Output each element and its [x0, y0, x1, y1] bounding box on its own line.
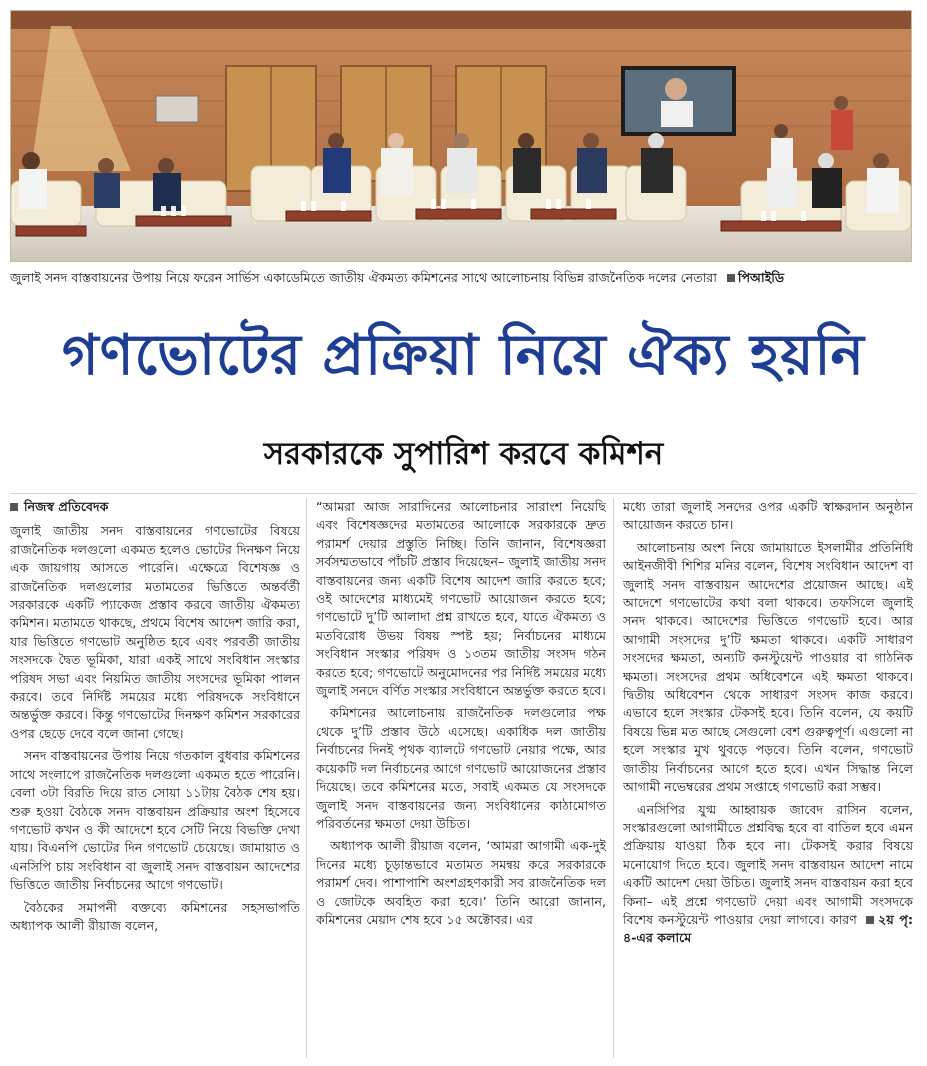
square-bullet-icon — [727, 274, 735, 282]
paragraph-text: এনসিপির যুগ্ম আহ্বায়ক জাবেদ রাসিন বলেন, সংস্কারগুলো আগামীতে প্রশ্নবিদ্ধ হবে বা বাতিল হবে এমন প্রক্রিয়ায় যাওয়া ঠিক হবে না। টেকসই করার বিষয়ে মনোযোগ দিতে হবে। জুলাই সনদ বাস্তবায়ন আদেশ নামে একটি আদেশ দেয়া উচিত। জুলাই সনদ বাস্তবায়ন করা হবে কিনা– এই প্রশ্নে গণভোট দেয়া এবং আগামী সংসদকে বিশেষ কনস্টুয়েন্ট পাওয়ার দেয়া লাগবে। কারণ — [623, 801, 913, 927]
paragraph: আলোচনায় অংশ নিয়ে জামায়াতে ইসলামীর প্রতিনিধি আইনজীবী শিশির মনির বলেন, বিশেষ সংবিধান আদেশ বা জুলাই সনদ বাস্তবায়ন আদেশের প্রয়োজন আছে। এই আদেশে গণভোটের কথা বলা থাকবে। তফসিলে জুলাই সনদ থাকবে। আদেশের ভিত্তিতে গণভোট হবে। আর আগামী সংসদের দু’টি ক্ষমতা থাকবে। একটি সাধারণ সংসদের ক্ষমতা, অন্যটি কনস্টুয়েন্ট পাওয়ার বা গাঠনিক ক্ষমতা। সংসদের প্রথম অধিবেশনে এই ক্ষমতা থাকবে। দ্বিতীয় অধিবেশন থেকে সাধারণ সংসদ কাজ করবে। এভাবে হলে সংস্কার টেকসই হবে। তিনি বলেন, যে কয়টি বিষয়ে ভিন্ন মত আছে সেগুলো বেশ গুরুত্বপূর্ণ। এগুলো না হলে সংস্কার মুখ থুবড়ে পড়বে। তিনি বলেন, গণভোট জাতীয় নির্বাচনের আগে হতে হবে। এখন সিদ্ধান্ত নিলে আগামী নভেম্বরের প্রথম সপ্তাহে গণভোট করা সম্ভব। — [623, 539, 913, 795]
conference-scene — [11, 11, 911, 261]
photo-caption — [10, 266, 917, 290]
paragraph: মধ্যে তারা জুলাই সনদের ওপর একটি স্বাক্ষরদান অনুষ্ঠান আয়োজন করতে চান। — [623, 499, 913, 533]
paragraph: জুলাই জাতীয় সনদ বাস্তবায়নের গণভোটের বিষয়ে রাজনৈতিক দলগুলো একমত হলেও ভোটের দিনক্ষণ নিয়ে এক জায়গায় আসতে পারেনি। এক্ষেত্রে বিশেষজ্ঞ ও রাজনৈতিক দলগুলোর মতামতের ভিত্তিতে অন্তর্বর্তী সরকারকে একটি প্যাকেজ প্রস্তাব করবে জাতীয় ঐকমত্য কমিশন। মতামতে থাকছে, প্রথমে বিশেষ আদেশ জারি করা, যার ভিত্তিতে গণভোট অনুষ্ঠিত হবে এবং পরবর্তী জাতীয় সংসদকে দ্বৈত ভূমিকা, যারা একই সাথে সংবিধান সংস্কার পরিষদ সভা এবং নিয়মিত জাতীয় সংসদের ভূমিকা পালন করবে। তবে নির্দিষ্ট সময়ের মধ্যে পরিষদকে সংবিধানে অন্তর্ভুক্ত করবে। কিন্তু গণভোটের দিনক্ষণ কমিশন সরকারের ওপর ছেড়ে দেবে বলে জানা গেছে। — [10, 523, 300, 741]
byline-text: নিজস্ব প্রতিবেদক — [24, 499, 109, 514]
square-bullet-icon — [866, 916, 874, 924]
continuation-text[interactable]: ২য় পৃ: ৪-এর কলামে — [623, 911, 913, 946]
paragraph: “আমরা আজ সারাদিনের আলোচনার সারাংশ নিয়েছি এবং বিশেষজ্ঞদের মতামতের আলোকে সরকারকে দ্রুত পরামর্শ দেয়ার প্রস্তুতি নিচ্ছি। তিনি জানান, বিশেষজ্ঞরা সর্বসম্মতভাবে পাঁচটি প্রস্তাব দিয়েছেন– জুলাই জাতীয় সনদ বাস্তবায়নের জন্য একটি বিশেষ আদেশ জারি করতে হবে; ওই আদেশের মাধ্যমেই গণভোট আয়োজন করতে হবে; গণভোটে দু’টি আলাদা প্রশ্ন রাখতে হবে, যাতে ঐকমত্য ও মতবিরোধ উভয় বিষয় স্পষ্ট হয়; নির্বাচনের মাধ্যমে সংবিধান সংস্কার পরিষদ ও ১৩তম জাতীয় সংসদ গঠন করতে হবে; গণভোটে অনুমোদনের পর নির্দিষ্ট সময়ের মধ্যে জুলাই সনদে বর্ণিত সংস্কার সংবিধানে অন্তর্ভুক্ত করতে হবে। — [316, 499, 606, 699]
divider — [10, 493, 917, 494]
column-divider — [306, 498, 307, 1058]
article-column-2 — [316, 498, 606, 1058]
paragraph: সনদ বাস্তবায়নের উপায় নিয়ে গতকাল বুধবার কমিশনের সাথে সংলাপে রাজনৈতিক দলগুলো একমত হতে পারেনি। বেলা ৩টা বিরতি দিয়ে রাত সোয়া ১১টায় বৈঠক শেষ হয়। শুরু হওয়া বৈঠকে সনদ বাস্তবায়ন প্রক্রিয়ার অংশ হিসেবে গণভোট কখন ও কী আদেশে হবে সেটি নিয়ে বিভক্তি দেখা যায়। বিএনপি ভোটের দিন গণভোট চেয়েছে। জামায়াত ও এনসিপি চায় সংবিধান বা জুলাই সনদ বাস্তবায়ন আদেশের ভিত্তিতে জাতীয় নির্বাচনের আগে গণভোট। — [10, 748, 300, 893]
column-divider — [613, 498, 614, 1058]
paragraph: কমিশনের আলোচনায় রাজনৈতিক দলগুলোর পক্ষ থেকে দু’টি প্রস্তাব উঠে এসেছে। একাধিক দল জাতীয় নির্বাচনের দিনই পৃথক ব্যালটে গণভোট নেয়ার পক্ষে, আর কয়েকটি দল নির্বাচনের আগে গণভোট আয়োজনের প্রস্তাব দিয়েছে। তবে কমিশনের মতে, সবাই একমত যে সংসদকে জুলাই সনদ বাস্তবায়নের জন্য সংবিধানের কাঠামোগত পরিবর্তনের ক্ষমতা দেয়া উচিত। — [316, 705, 606, 831]
paragraph: বৈঠকের সমাপনী বক্তব্যে কমিশনের সহসভাপতি অধ্যাপক আলী রীয়াজ বলেন, — [10, 899, 300, 933]
article-column-1 — [10, 498, 300, 1058]
news-photo — [10, 10, 912, 262]
square-bullet-icon — [10, 503, 18, 511]
article-column-3 — [623, 498, 913, 1058]
subheadline: সরকারকে সুপারিশ করবে কমিশন — [263, 436, 664, 472]
headline: গণভোটের প্রক্রিয়া নিয়ে ঐক্য হয়নি — [62, 323, 865, 388]
paragraph: অধ্যাপক আলী রীয়াজ বলেন, ‘আমরা আগামী এক-দুই দিনের মধ্যে চূড়ান্তভাবে মতামত সমন্বয় করে সরকারকে পরামর্শ দেব। পাশাপাশি অংশগ্রহণকারী সব রাজনৈতিক দল ও জোটকে অবহিত করা হবে।’ তিনি আরো জানান, কমিশনের মেয়াদ শেষ হবে ১৫ অক্টোবর। এর — [316, 838, 606, 927]
byline — [10, 498, 300, 516]
paragraph — [623, 801, 913, 948]
caption-text: জুলাই সনদ বাস্তবায়নের উপায় নিয়ে ফরেন সার্ভিস একাডেমিতে জাতীয় ঐকমত্য কমিশনের সাথে আলোচনায় বিভিন্ন রাজনৈতিক দলের নেতারা — [10, 270, 717, 285]
photo-credit: পিআইডি — [737, 270, 785, 285]
